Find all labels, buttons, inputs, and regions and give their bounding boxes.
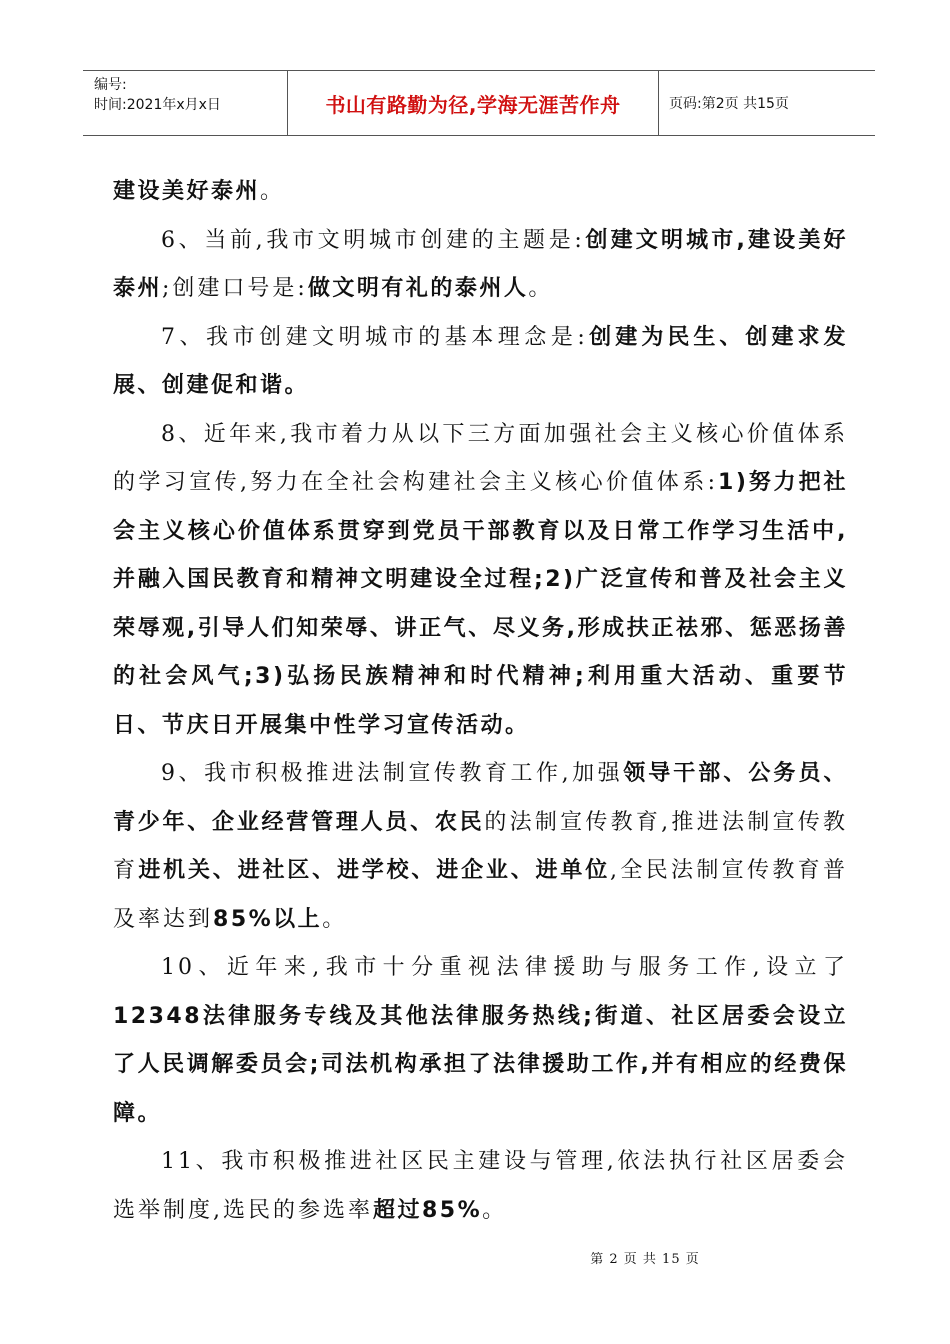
page-header	[83, 70, 875, 136]
text-segment: ,全民法制宣传教育普及率达到	[113, 858, 848, 932]
text-segment: 7、我市创建文明城市的基本理念是:	[161, 324, 588, 350]
bold-text-segment: 85%以上	[213, 906, 323, 932]
paragraph-item-8	[113, 411, 848, 751]
text-segment: 。	[482, 1197, 508, 1223]
footer-page-number: 第 2 页 共 15 页	[590, 1252, 700, 1267]
bold-text-segment: 1)努力把社会主义核心价值体系贯穿到党员干部教育以及日常工作学习生活中,并融入国民教育和精神文明建设全过程;2)广泛宣传和普及社会主义荣辱观,引导人们知荣辱、讲正气、尽义务,形成扶正祛邪、惩恶扬善的社会风气;3)弘扬民族精神和时代精神;利用重大活动、重要节日、节庆日开展集中性学习宣传活动。	[113, 470, 848, 738]
text-segment: 。	[322, 906, 348, 932]
paragraph-item-9	[113, 750, 848, 944]
page-label: 页码:第2页 共15页	[669, 96, 789, 112]
bold-text-segment: 创建为民生、创建求发展、创建促和谐。	[113, 324, 848, 398]
number-label: 编号:	[94, 77, 127, 93]
header-motto	[287, 71, 659, 135]
text-segment: 。	[528, 276, 554, 301]
paragraph-item-10	[113, 944, 848, 1138]
bold-text-segment: 领导干部、公务员、青少年、企业经营管理人员、农民	[113, 761, 848, 835]
paragraph-item-6	[113, 217, 848, 314]
paragraph-item-7	[113, 314, 848, 411]
bold-text-segment: 12348法律服务专线及其他法律服务热线;街道、社区居委会设立了人民调解委员会;司法机构承担了法律援助工作,并有相应的经费保障。	[113, 1003, 848, 1126]
text-segment: 11、我市积极推进社区民主建设与管理,依法执行社区居委会选举制度,选民的参选率	[113, 1149, 848, 1223]
document-body	[113, 168, 848, 1235]
bold-text-segment: 建设美好泰州	[113, 179, 261, 204]
motto-text: 书山有路勤为径,学海无涯苦作舟	[325, 92, 621, 117]
paragraph-item-11	[113, 1138, 848, 1235]
header-meta	[83, 71, 287, 135]
bold-text-segment: 做文明有礼的泰州人	[307, 276, 529, 301]
text-segment: 6、当前,我市文明城市创建的主题是:	[161, 227, 585, 253]
text-segment: 8、近年来,我市着力从以下三方面加强社会主义核心价值体系的学习宣传,努力在全社会构建社会主义核心价值体系:	[113, 421, 848, 495]
time-label: 时间:2021年x月x日	[94, 97, 221, 113]
text-segment: ;创建口号是:	[162, 276, 308, 301]
text-segment: 9、我市积极推进法制宣传教育工作,加强	[161, 761, 624, 786]
paragraph-continuation	[113, 168, 848, 217]
page-footer	[0, 1248, 950, 1267]
text-segment: 10、近年来,我市十分重视法律援助与服务工作,设立了	[161, 955, 848, 980]
header-page-info	[659, 71, 875, 135]
bold-text-segment: 创建文明城市,建设美好泰州	[113, 227, 848, 301]
bold-text-segment: 超过85%	[373, 1197, 483, 1223]
bold-text-segment: 进机关、进社区、进学校、进企业、进单位	[138, 858, 611, 883]
text-segment: 的法制宣传教育,推进法制宣传教育	[113, 809, 848, 883]
text-segment: 。	[260, 179, 286, 204]
